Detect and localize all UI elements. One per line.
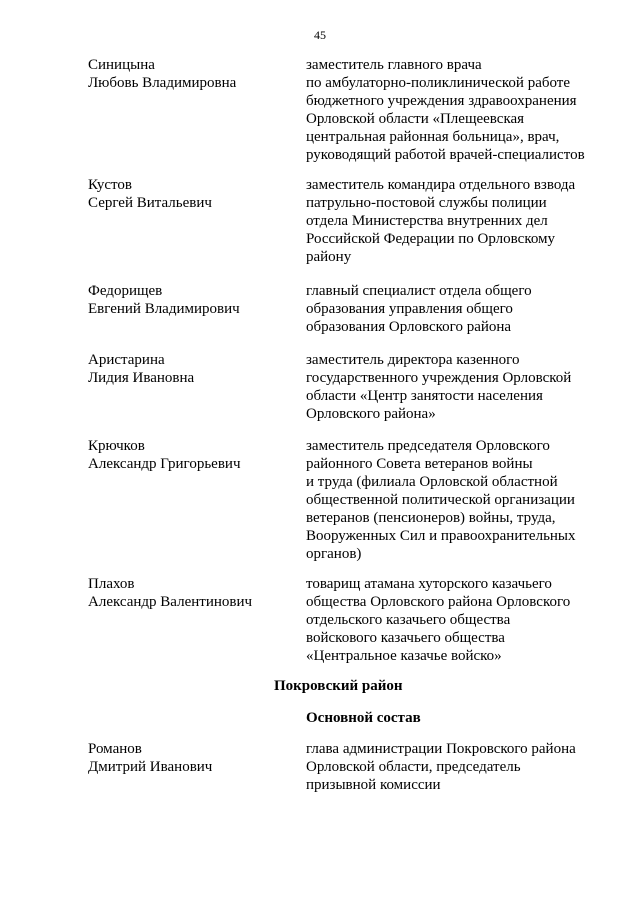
member-given-names: Любовь Владимировна <box>88 75 237 91</box>
position-line: бюджетного учреждения здравоохранения <box>306 93 577 109</box>
position-line: и труда (филиала Орловской областной <box>306 474 558 490</box>
member-position <box>306 176 606 266</box>
member-position <box>306 56 606 164</box>
member-name <box>88 282 298 318</box>
position-line: общественной политической организации <box>306 492 575 508</box>
member-surname: Федорищев <box>88 283 163 299</box>
member-given-names: Александр Валентинович <box>88 594 253 610</box>
member-name <box>88 437 298 473</box>
member-name <box>88 740 298 776</box>
section-subtitle: Основной состав <box>306 710 421 726</box>
page-number: 45 <box>314 28 326 42</box>
position-line: отдельского казачьего общества <box>306 612 511 628</box>
position-line: войскового казачьего общества <box>306 630 505 646</box>
position-line: заместитель председателя Орловского <box>306 438 550 454</box>
position-line: руководящий работой врачей-специалистов <box>306 147 585 163</box>
position-line: призывной комиссии <box>306 777 441 793</box>
member-given-names: Сергей Витальевич <box>88 195 212 211</box>
member-position <box>306 740 606 794</box>
member-given-names: Евгений Владимирович <box>88 301 240 317</box>
position-line: по амбулаторно-поликлинической работе <box>306 75 571 91</box>
member-surname: Плахов <box>88 576 135 592</box>
member-name <box>88 575 298 611</box>
position-line: товарищ атамана хуторского казачьего <box>306 576 552 592</box>
member-name <box>88 176 298 212</box>
member-name <box>88 351 298 387</box>
member-surname: Синицына <box>88 57 155 73</box>
position-line: центральная районная больница», врач, <box>306 129 560 145</box>
member-position <box>306 282 606 336</box>
position-line: патрульно-постовой службы полиции <box>306 195 547 211</box>
position-line: Орловской области, председатель <box>306 759 521 775</box>
member-position <box>306 351 606 423</box>
position-line: глава администрации Покровского района <box>306 741 576 757</box>
member-given-names: Александр Григорьевич <box>88 456 241 472</box>
position-line: ветеранов (пенсионеров) войны, труда, <box>306 510 556 526</box>
member-surname: Романов <box>88 741 142 757</box>
member-surname: Крючков <box>88 438 145 454</box>
member-surname: Аристарина <box>88 352 165 368</box>
position-line: «Центральное казачье войско» <box>306 648 502 664</box>
position-line: заместитель главного врача <box>306 57 482 73</box>
member-name <box>88 56 298 92</box>
position-line: органов) <box>306 546 362 562</box>
position-line: Орловского района» <box>306 406 436 422</box>
member-position <box>306 437 606 563</box>
member-position <box>306 575 606 665</box>
member-given-names: Лидия Ивановна <box>88 370 195 386</box>
position-line: государственного учреждения Орловской <box>306 370 572 386</box>
member-given-names: Дмитрий Иванович <box>88 759 213 775</box>
position-line: заместитель директора казенного <box>306 352 520 368</box>
section-title: Покровский район <box>274 678 403 694</box>
position-line: отдела Министерства внутренних дел <box>306 213 548 229</box>
position-line: Орловской области «Плещеевская <box>306 111 525 127</box>
position-line: общества Орловского района Орловского <box>306 594 571 610</box>
position-line: образования Орловского района <box>306 319 512 335</box>
position-line: Российской Федерации по Орловскому <box>306 231 556 247</box>
position-line: заместитель командира отдельного взвода <box>306 177 576 193</box>
position-line: районного Совета ветеранов войны <box>306 456 533 472</box>
position-line: главный специалист отдела общего <box>306 283 532 299</box>
position-line: области «Центр занятости населения <box>306 388 543 404</box>
position-line: Вооруженных Сил и правоохранительных <box>306 528 576 544</box>
position-line: образования управления общего <box>306 301 513 317</box>
position-line: району <box>306 249 352 265</box>
member-surname: Кустов <box>88 177 132 193</box>
